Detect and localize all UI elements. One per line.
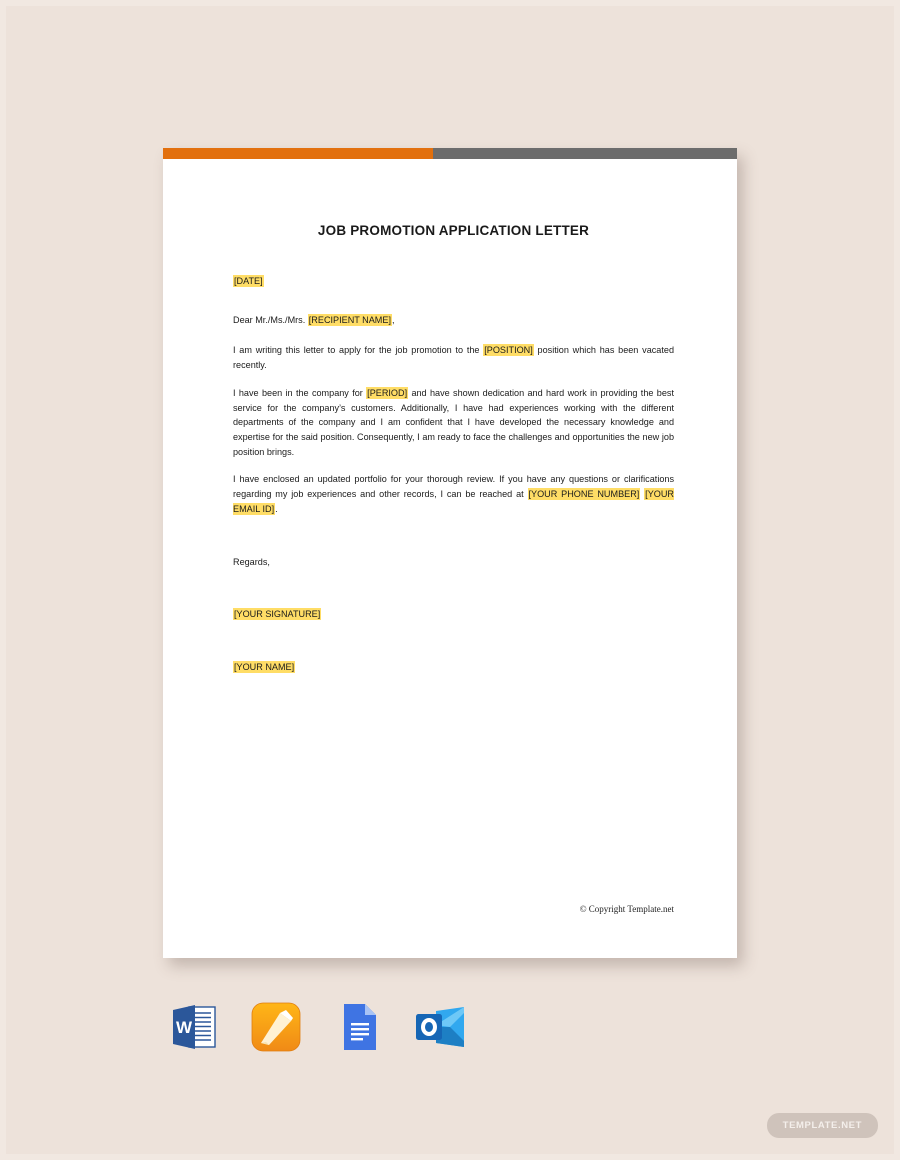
date-placeholder[interactable]: [DATE] [234, 276, 263, 286]
salutation-line [233, 313, 674, 328]
document-page [163, 148, 737, 958]
accent-bar-orange [163, 148, 433, 159]
template-watermark-badge: TEMPLATE.NET [767, 1113, 878, 1138]
phone-number-placeholder[interactable]: [YOUR PHONE NUMBER] [528, 489, 640, 500]
page-title: JOB PROMOTION APPLICATION LETTER [317, 223, 590, 238]
paragraph-2-part-1: I have been in the company for [233, 387, 367, 398]
apple-pages-icon[interactable] [250, 1001, 302, 1053]
name-line [233, 660, 674, 675]
signature-placeholder[interactable]: [YOUR SIGNATURE] [234, 609, 321, 620]
letter-content [233, 274, 674, 675]
microsoft-word-icon[interactable] [168, 1001, 220, 1053]
paragraph-3 [233, 472, 674, 516]
copyright-notice: © Copyright Template.net [579, 904, 674, 914]
email-id-placeholder[interactable]: [YOUR EMAIL ID] [233, 489, 674, 514]
document-accent-bar [163, 148, 737, 159]
document-body [163, 159, 737, 958]
paragraph-1-part-2: position which has been vacated recently. [233, 345, 674, 371]
salutation-suffix: , [391, 314, 395, 325]
google-docs-icon[interactable] [332, 1001, 384, 1053]
format-icons-row [168, 1001, 466, 1053]
paragraph-2 [233, 386, 674, 460]
period-placeholder[interactable]: [PERIOD] [367, 387, 408, 398]
paragraph-1-part-1: I am writing this letter to apply for the job promotion to the [233, 345, 484, 356]
position-placeholder[interactable]: [POSITION] [484, 345, 533, 356]
svg-text:W: W [175, 1018, 193, 1037]
recipient-name-placeholder[interactable]: [RECIPIENT NAME] [308, 314, 391, 325]
paragraph-2-part-2: and have shown dedication and hard work in providing the best service for the company’s customers. Additionally, I have had experiences working with the different departments of the company and I am confident that I have developed the necessary knowledge and expertise for the said position. Consequently, I am ready to face the challenges and opportunities the new job position brings. [233, 387, 674, 457]
accent-bar-gray [433, 148, 737, 159]
paragraph-3-part-1: I have enclosed an updated portfolio for your thorough review. If you have any questions or clarifications regarding my job experiences and other records, I can be reached at [233, 474, 674, 500]
salutation-prefix: Dear Mr./Ms./Mrs. [233, 314, 308, 325]
microsoft-outlook-icon[interactable] [414, 1001, 466, 1053]
signature-line [233, 607, 674, 622]
name-placeholder[interactable]: [YOUR NAME] [234, 662, 295, 673]
closing-line: Regards, [233, 556, 270, 567]
paragraph-3-part-2: . [275, 503, 278, 514]
date-line [233, 274, 674, 289]
paragraph-1 [233, 343, 674, 372]
